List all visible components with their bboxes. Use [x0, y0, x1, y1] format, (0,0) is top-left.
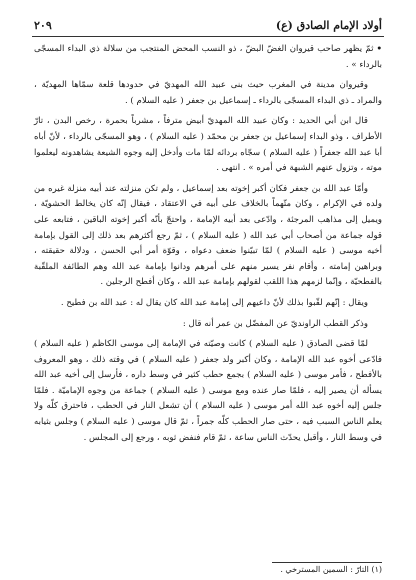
body-text [34, 42, 382, 451]
paragraph-6: وذكر القطب الراونديّ عن المفضّل بن عمر أنه قال : [182, 318, 368, 329]
paragraph-3: قال ابن أبي الحديد : وكان عبيد الله المهديّ أبيض مترفاً ، مشرباً بحمرة ، رخص البدن ، تارّ الأطراف ، وذو البداء إسماعيل بن جعفر بن محمّد ( عليه السلام ) ، وهو المسجّى بالرداء ، لأنّ أباه أبا عبد الله جعفراً ( عليه السلام ) سجّاه بردائه لمّا مات وأدخل إليه وجوه الشيعة يشاهدونه ليعلموا موته ، وتزول عنهم الشبهة في أمره » . انتهى . [34, 116, 382, 174]
paragraph-2: وقيروان مدينة في المغرب حيث بنى عبيد الله المهديّ في حدودها قلعة سمّاها المهديّة ، والمراد ـ ذي البداء المسجّى بالرداء ـ إسماعيل بن جعفر ( عليه السلام ) . [34, 80, 382, 106]
paragraph-1: •ثمّ يظهر صاحب قيروان الغضّ البضّ ، ذو النسب المحض المنتجب من سلالة ذي البداء المسجّى بالرداء » . [34, 44, 382, 70]
page-number: ٢٠٩ [34, 18, 52, 32]
paragraph-7: لمّا قضى الصادق ( عليه السلام ) كانت وصيّته في الإمامة إلى موسى الكاظم ( عليه السلام ) فادّعى أخوه عبد الله الإمامة ، وكان أكبر ولد جعفر ( عليه السلام ) في وقته ذلك ، وهو المعروف بالأفطح ، فأمر موسى ( عليه السلام ) بجمع حطب كثير في وسط داره ، فأرسل إلى أخيه عبد الله يسأله أن يصير إليه ، فلمّا صار عنده ومع موسى ( عليه السلام ) جماعة من وجوه الإماميّة . فلمّا جلس إليه أخوه عبد الله أمر موسى ( عليه السلام ) أن تشعل النار في الحطب ، فاحترق كلّه ولا يعلم الناس السبب فيه ، حتى صار الحطب كلّه جمراً ، ثمّ قال موسى ( عليه السلام ) وجلس بثيابه في وسط النار ، وأقبل يحدّث الناس ساعة ، ثمّ قام فنفض ثوبه ، ورجع إلى المجلس . [34, 339, 382, 443]
footnote: (١) التارّ : السمين المسترخي . [280, 565, 382, 574]
paragraph-4: وأمّا عبد الله بن جعفر فكان أكبر إخوته بعد إسماعيل ، ولم تكن منزلته عند أبيه منزلة غيره من ولده في الإكرام ، وكان متّهماً بالخلاف على أبيه في الاعتقاد ، فيقال إنّه كان يخالط الحشويّة ، ويميل إلى مذاهب المرجئة ، وادّعى بعد أبيه الإمامة ، واحتجّ بأنّه أكبر إخوته الباقين ، فتابعه على قوله جماعة من أصحاب أبي عبد الله ( عليه السلام ) ، ثمّ رجع أكثرهم بعد ذلك إلى القول بإمامة أخيه موسى ( عليه السلام ) لمّا تبيّنوا ضعف دعواه ، وقوّة أمر أبي الحسن ، ودلالة حقيقته ، وبراهين إمامته ، وأقام نفر يسير منهم على أمرهم ودانوا بإمامة عبد الله وهم الطائفة الملقّبة بالفطحيّة ، وإنّما لزمهم هذا اللقب لقولهم بإمامة عبد الله ، وكان أفطح الرجلين . [34, 183, 382, 288]
bullet-icon: • [376, 44, 382, 54]
running-title: أولاد الإمام الصادق (ع) [275, 18, 382, 32]
footnote-rule [272, 562, 382, 563]
paragraph-5: ويقال : إنّهم لقّبوا بذلك لأنّ داعيهم إلى إمامة عبد الله كان يقال له : عبد الله بن فطيح . [60, 297, 368, 308]
page-header [34, 14, 382, 36]
header-rule [32, 36, 384, 37]
